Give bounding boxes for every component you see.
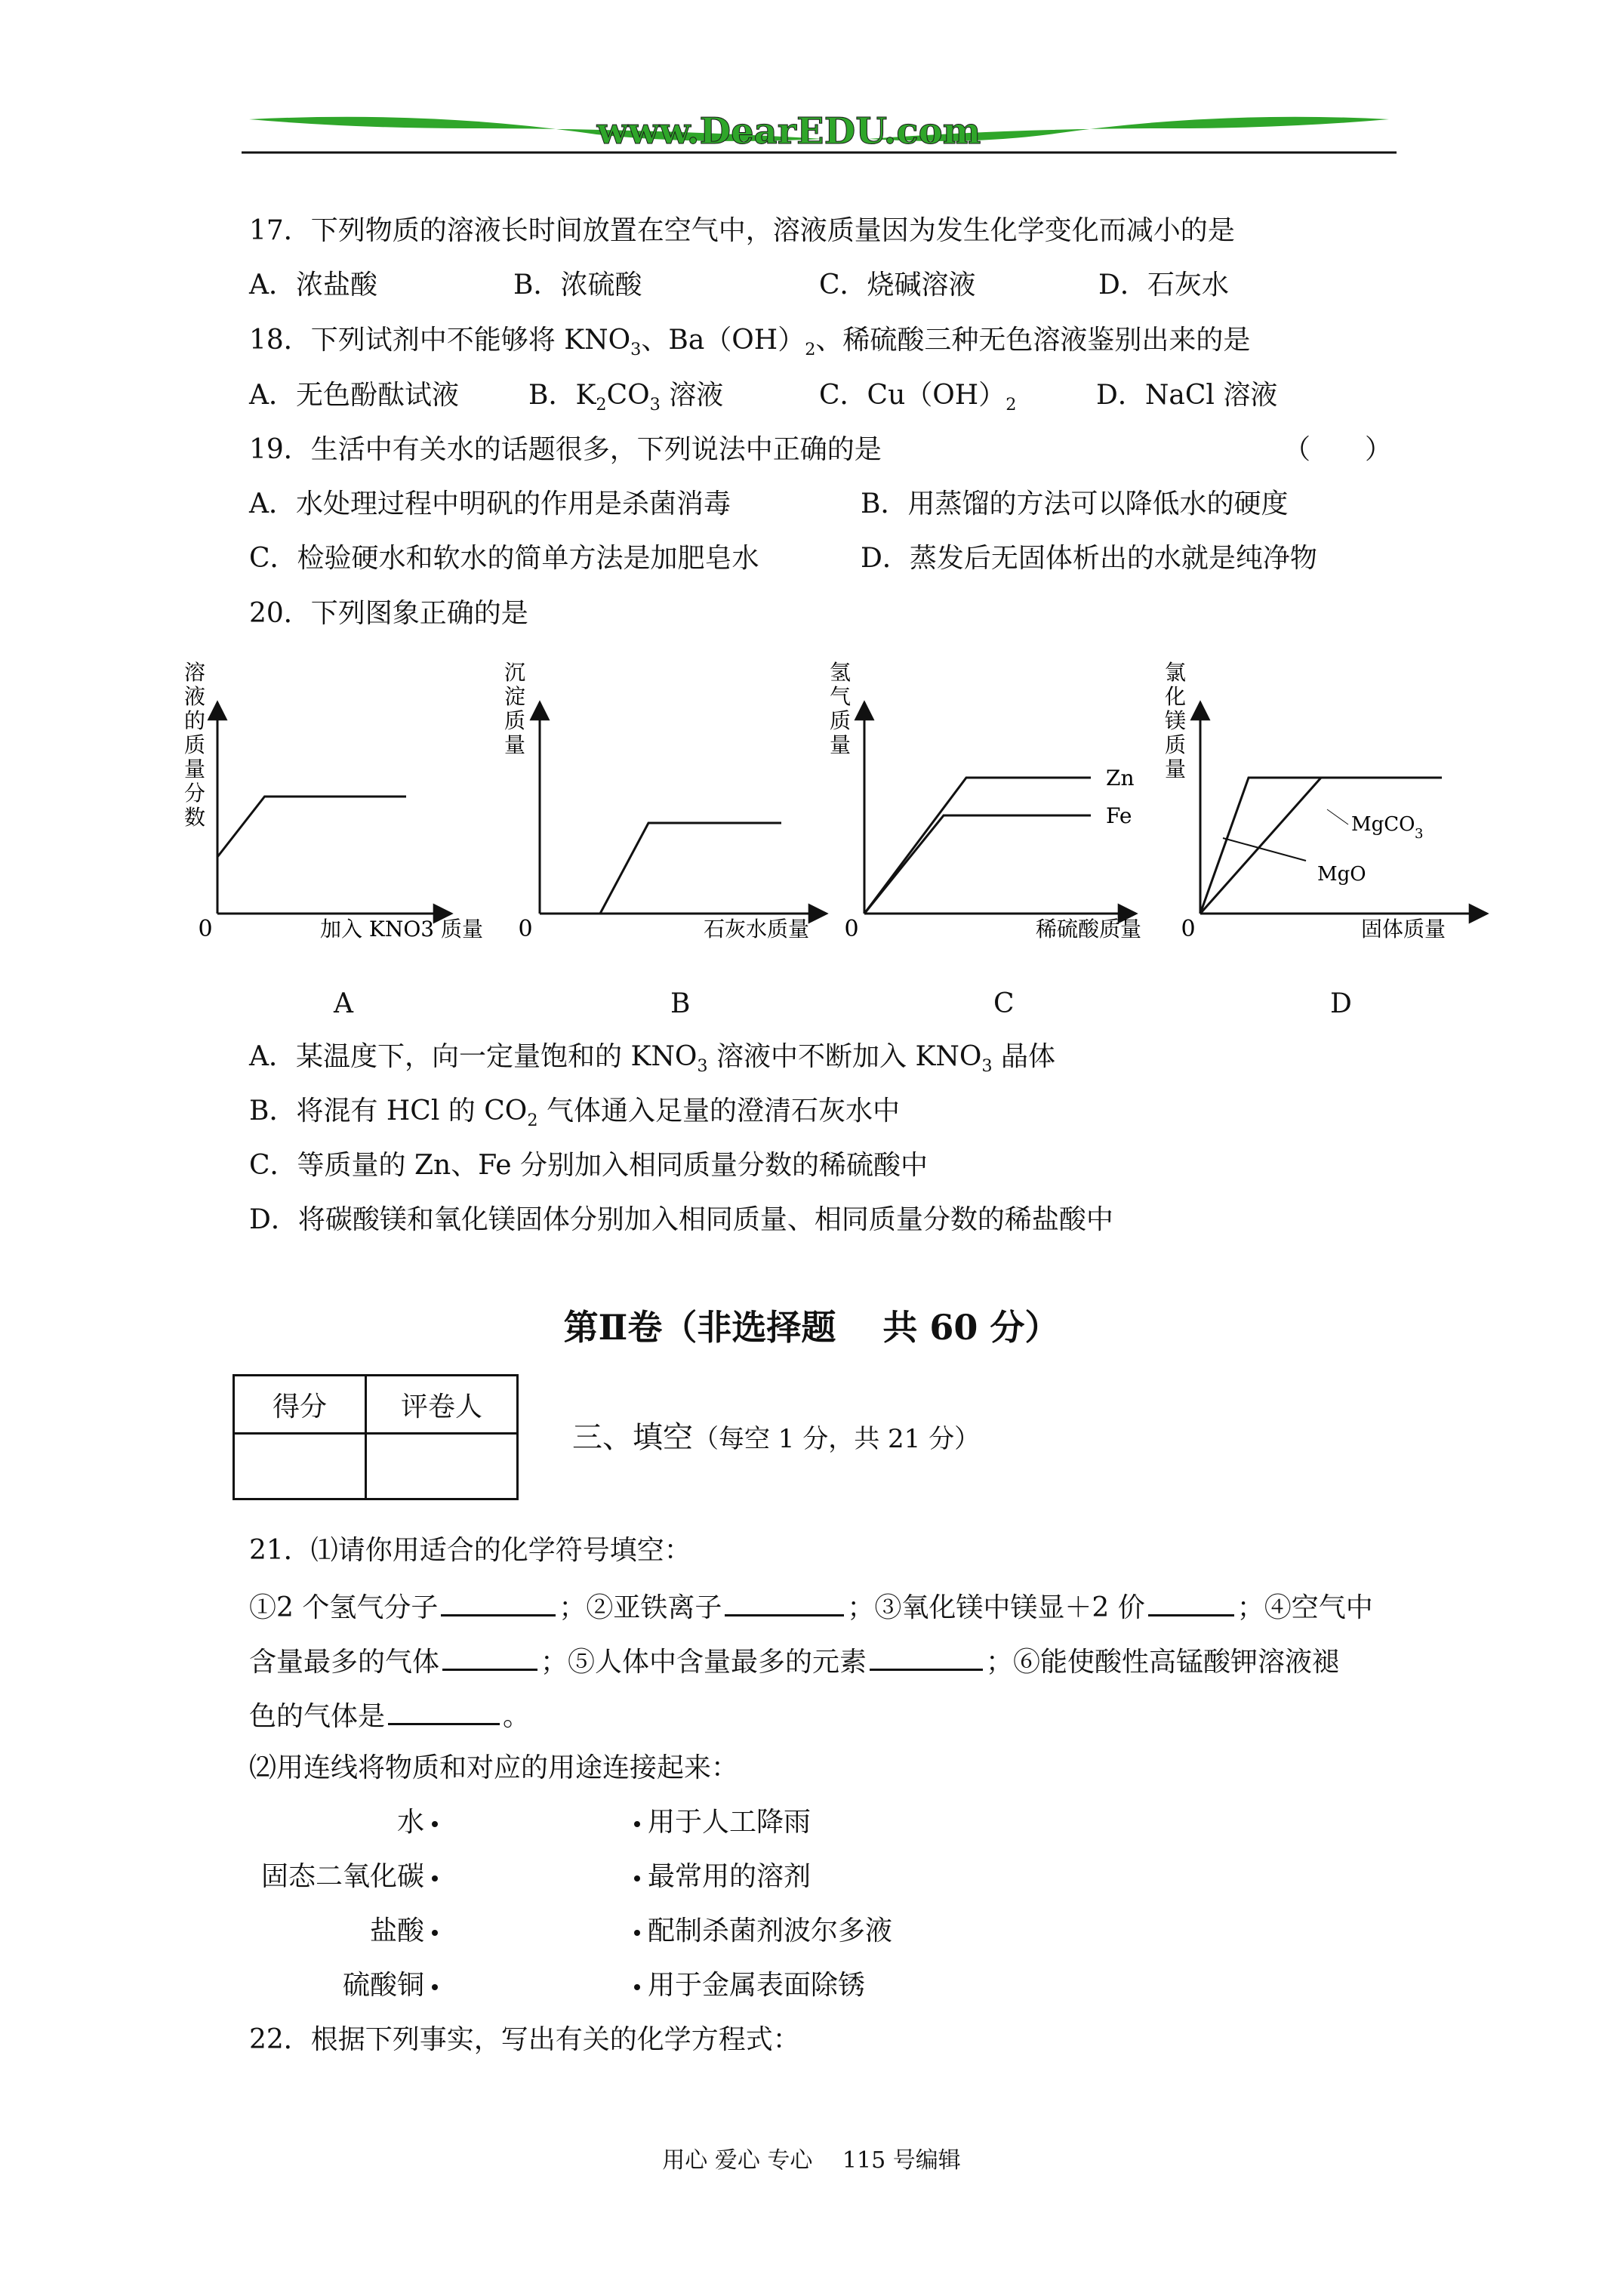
q20-desc-b-part2: 气体通入足量的澄清石灰水中 — [537, 1096, 900, 1126]
q18-optb-tail: 溶液 — [660, 380, 724, 411]
q20-desc-b-part1: B．将混有 HCl 的 CO — [249, 1096, 528, 1126]
match-dot-right-2[interactable] — [634, 1875, 640, 1881]
match-right-3-text: 配制杀菌剂波尔多液 — [648, 1915, 893, 1946]
q18-option-d: D．NaCl 溶液 — [1096, 380, 1278, 411]
header-banner — [242, 106, 1397, 159]
q19-option-b: B．用蒸馏的方法可以降低水的硬度 — [861, 488, 1289, 519]
q20-desc-a-part2: 溶液中不断加入 KNO — [707, 1041, 982, 1072]
q19-option-c: C．检验硬水和软水的简单方法是加肥皂水 — [249, 543, 759, 574]
q21-stem: 21．⑴请你用适合的化学符号填空： — [249, 1535, 691, 1566]
match-left-3-text: 盐酸 — [369, 1915, 424, 1946]
q20-desc-c: C．等质量的 Zn、Fe 分别加入相同质量分数的稀硫酸中 — [249, 1150, 928, 1181]
answer-blank-6[interactable] — [388, 1696, 500, 1725]
chart-d-annotation-mgco3: MgCO — [1351, 813, 1415, 836]
chart-a-series-line — [217, 797, 406, 857]
chart-b-series-line — [540, 823, 781, 914]
chart-b-xlabel: 石灰水质量 — [703, 917, 809, 942]
q21-item-4-cont: 含量最多的气体 — [249, 1647, 440, 1678]
chart-b-origin: 0 — [518, 916, 533, 942]
chart-c-series-fe — [864, 815, 1091, 914]
q18-stem — [249, 322, 1250, 359]
chart-c-ylabel-char: 氢 — [829, 660, 852, 685]
part3-heading — [572, 1419, 980, 1457]
match-dot-right-4[interactable] — [634, 1984, 640, 1990]
score-cell[interactable] — [234, 1434, 366, 1499]
q22-stem: 22．根据下列事实，写出有关的化学方程式： — [249, 2024, 800, 2055]
chart-a-ylabel-char: 量 — [183, 757, 206, 781]
chart-b-ylabel-char: 量 — [504, 732, 526, 757]
match-left-4[interactable] — [249, 1968, 445, 2004]
q20-desc-a-part1: A．某温度下，向一定量饱和的 KNO — [249, 1041, 698, 1072]
chart-d-annotation-mgco3-sub: 3 — [1415, 826, 1424, 842]
answer-blank-2[interactable] — [725, 1587, 844, 1616]
q18-optc-sub2: 2 — [1006, 394, 1017, 415]
chart-a-origin: 0 — [198, 916, 213, 942]
q18-stem-part3: 、稀硫酸三种无色溶液鉴别出来的是 — [815, 325, 1251, 356]
chart-label-c: C — [993, 988, 1015, 1019]
score-table — [233, 1374, 519, 1500]
q21-line-3 — [249, 1696, 530, 1735]
site-logo-text: www.DearEDU.com — [596, 110, 981, 153]
q21-item-6-label: ；⑥能使酸性高锰酸钾溶液褪 — [986, 1647, 1340, 1678]
match-right-1[interactable] — [627, 1804, 811, 1841]
q20-desc-a-sub2: 3 — [981, 1056, 993, 1076]
answer-blank-3[interactable] — [1148, 1587, 1234, 1616]
q17-stem: 17．下列物质的溶液长时间放置在空气中，溶液质量因为发生化学变化而减小的是 — [249, 215, 1235, 246]
match-dot-left-4[interactable] — [432, 1984, 438, 1990]
q17-option-a: A．浓盐酸 — [249, 270, 377, 300]
q17-option-b: B．浓硫酸 — [513, 270, 642, 300]
chart-b-ylabel-char: 淀 — [504, 684, 526, 709]
chart-d-series-mgo — [1200, 778, 1442, 914]
q19-stem: 19．生活中有关水的话题很多，下列说法中正确的是 — [249, 434, 882, 465]
q18-optb-sub3: 3 — [649, 394, 661, 415]
chart-d-leader-mgco3 — [1327, 809, 1348, 824]
q18-optb-sub2: 2 — [596, 394, 607, 415]
match-right-2[interactable] — [627, 1859, 811, 1895]
q18-sub-2: 2 — [805, 339, 816, 359]
chart-label-d: D — [1330, 988, 1352, 1019]
chart-d-xlabel: 固体质量 — [1360, 917, 1446, 942]
match-right-2-text: 最常用的溶剂 — [648, 1861, 812, 1892]
q18-option-a: A．无色酚酞试液 — [249, 380, 459, 411]
chart-label-a: A — [334, 988, 353, 1019]
part3-title: 三、填空 — [572, 1420, 693, 1455]
match-dot-left-2[interactable] — [432, 1875, 438, 1881]
q21-item-3-label: ；③氧化镁中镁显＋2 价 — [847, 1592, 1145, 1623]
chart-a-ylabel-char: 质 — [183, 732, 206, 757]
q21-item-1-label: ①2 个氢气分子 — [249, 1592, 439, 1623]
chart-a-ylabel-char: 溶 — [183, 660, 206, 685]
chart-c-origin: 0 — [844, 916, 859, 942]
match-left-2-text: 固态二氧化碳 — [260, 1861, 424, 1892]
q20-desc-a-part3: 晶体 — [992, 1041, 1056, 1072]
match-left-1[interactable] — [249, 1804, 445, 1841]
chart-c-xlabel: 稀硫酸质量 — [1035, 917, 1141, 942]
chart-b-ylabel-char: 质 — [504, 708, 526, 733]
chart-a-ylabel-char: 的 — [183, 708, 206, 733]
answer-blank-4[interactable] — [442, 1641, 537, 1671]
q19-option-a: A．水处理过程中明矾的作用是杀菌消毒 — [249, 488, 731, 519]
q19-answer-bracket: （ ） — [1283, 434, 1393, 465]
q21-line-2 — [249, 1641, 1339, 1681]
q20-desc-d: D．将碳酸镁和氧化镁固体分别加入相同质量、相同质量分数的稀盐酸中 — [249, 1204, 1113, 1235]
match-left-3[interactable] — [249, 1913, 445, 1949]
q18-optb-co: CO — [606, 380, 650, 411]
q18-sub-3: 3 — [630, 339, 642, 359]
answer-blank-5[interactable] — [870, 1641, 983, 1671]
q20-desc-b-sub: 2 — [527, 1110, 538, 1130]
chart-c-series-label: Zn — [1106, 766, 1135, 791]
q19-option-d: D．蒸发后无固体析出的水就是纯净物 — [861, 543, 1317, 574]
grader-cell[interactable] — [366, 1434, 518, 1499]
chart-d-origin: 0 — [1181, 916, 1196, 942]
match-left-4-text: 硫酸铜 — [342, 1970, 424, 2001]
match-dot-left-1[interactable] — [432, 1821, 438, 1827]
chart-c-ylabel-char: 量 — [829, 732, 852, 757]
q20-desc-a-sub1: 3 — [697, 1056, 708, 1076]
q20-charts — [0, 649, 1623, 1027]
match-left-2[interactable] — [249, 1859, 445, 1895]
q21-item-6-cont: 色的气体是 — [249, 1701, 386, 1732]
match-right-1-text: 用于人工降雨 — [648, 1807, 812, 1838]
q18-optb-k: B．K — [528, 380, 596, 411]
chart-c-ylabel-char: 质 — [829, 708, 852, 733]
q18-stem-part2: 、Ba（OH） — [641, 325, 805, 356]
match-dot-right-3[interactable] — [634, 1930, 640, 1936]
chart-d-ylabel-char: 量 — [1164, 757, 1187, 781]
q18-option-c — [819, 378, 1016, 414]
q18-optc-text: C．Cu（OH） — [819, 380, 1006, 411]
section-2-title: 第Ⅱ卷（非选择题 共 60 分） — [563, 1307, 1060, 1348]
q21-item-5-label: ；⑤人体中含量最多的元素 — [540, 1647, 867, 1678]
answer-blank-1[interactable] — [441, 1587, 556, 1616]
match-right-3[interactable] — [627, 1913, 892, 1949]
chart-label-b: B — [670, 988, 691, 1019]
match-right-4[interactable] — [627, 1968, 865, 2004]
match-dot-right-1[interactable] — [634, 1821, 640, 1827]
chart-a-ylabel-char: 分 — [183, 781, 206, 806]
q21-item-4-label: ；④空气中 — [1236, 1592, 1373, 1623]
chart-a-ylabel-char: 液 — [183, 684, 206, 709]
chart-c-series-label: Fe — [1106, 803, 1132, 828]
q20-desc-a — [249, 1039, 1055, 1075]
q21-item-2-label: ；②亚铁离子 — [559, 1592, 722, 1623]
match-left-1-text: 水 — [396, 1807, 424, 1838]
part3-note: （每空 1 分，共 21 分） — [693, 1424, 981, 1454]
grader-header: 评卷人 — [366, 1376, 518, 1434]
chart-a-ylabel-char: 数 — [183, 805, 206, 830]
q20-desc-b — [249, 1093, 900, 1130]
chart-d-series-mgco3 — [1200, 778, 1442, 914]
match-right-4-text: 用于金属表面除锈 — [648, 1970, 866, 2001]
chart-b-ylabel-char: 沉 — [504, 660, 526, 685]
match-dot-left-3[interactable] — [432, 1930, 438, 1936]
chart-a-xlabel: 加入 KNO3 质量 — [320, 917, 483, 942]
q20-stem: 20．下列图象正确的是 — [249, 598, 528, 629]
chart-d-ylabel-char: 镁 — [1164, 708, 1187, 733]
q21-line-1 — [249, 1587, 1373, 1626]
q17-option-d: D．石灰水 — [1098, 270, 1229, 300]
chart-d-ylabel-char: 氯 — [1164, 660, 1187, 685]
chart-d-ylabel-char: 质 — [1164, 732, 1187, 757]
q21-part2: ⑵用连线将物质和对应的用途连接起来： — [249, 1752, 739, 1783]
chart-c-series-zn — [864, 778, 1091, 914]
chart-d-annotation-mgo: MgO — [1317, 863, 1366, 886]
page-footer: 用心 爱心 专心 115 号编辑 — [662, 2147, 961, 2174]
q17-option-c: C．烧碱溶液 — [819, 270, 976, 300]
chart-d-ylabel-char: 化 — [1164, 684, 1187, 709]
q18-option-b — [528, 378, 723, 414]
q21-line-3-end: 。 — [503, 1701, 531, 1732]
q18-stem-part1: 18．下列试剂中不能够将 KNO — [249, 325, 631, 356]
score-header: 得分 — [234, 1376, 366, 1434]
chart-c-ylabel-char: 气 — [829, 684, 852, 709]
